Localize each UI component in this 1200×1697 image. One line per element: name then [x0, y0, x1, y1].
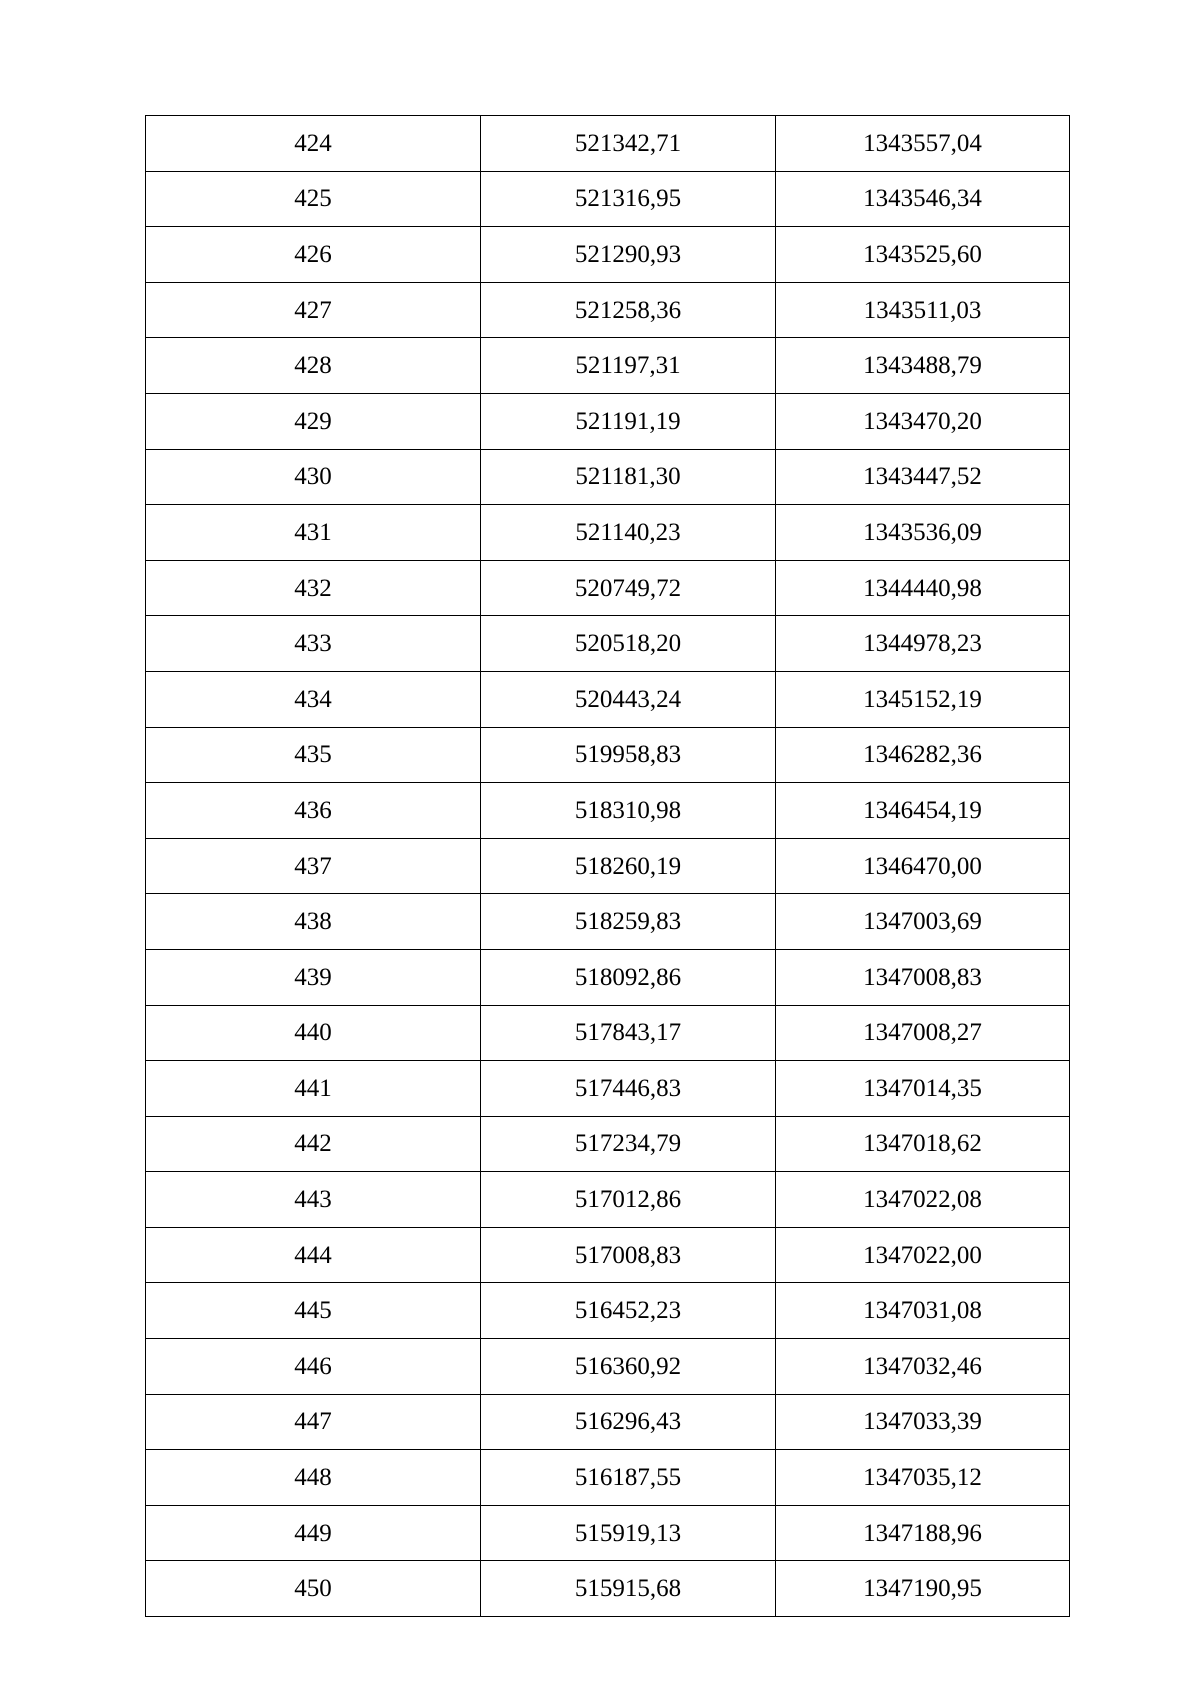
table-row: [146, 1450, 1070, 1506]
x-coordinate-cell: 516452,23: [481, 1283, 776, 1339]
table-row: [146, 449, 1070, 505]
table-row: [146, 1394, 1070, 1450]
table-row: [146, 1505, 1070, 1561]
point-number-cell: 444: [146, 1227, 481, 1283]
x-coordinate-cell: 521181,30: [481, 449, 776, 505]
point-number-cell: 447: [146, 1394, 481, 1450]
table-row: [146, 838, 1070, 894]
y-coordinate-cell: 1343470,20: [776, 393, 1070, 449]
x-coordinate-cell: 517446,83: [481, 1061, 776, 1117]
x-coordinate-cell: 521197,31: [481, 338, 776, 394]
x-coordinate-cell: 521258,36: [481, 282, 776, 338]
point-number-cell: 426: [146, 227, 481, 283]
point-number-cell: 432: [146, 560, 481, 616]
y-coordinate-cell: 1347035,12: [776, 1450, 1070, 1506]
point-number-cell: 440: [146, 1005, 481, 1061]
y-coordinate-cell: 1347022,00: [776, 1227, 1070, 1283]
y-coordinate-cell: 1347031,08: [776, 1283, 1070, 1339]
table-row: [146, 1561, 1070, 1617]
point-number-cell: 438: [146, 894, 481, 950]
table-row: [146, 227, 1070, 283]
point-number-cell: 441: [146, 1061, 481, 1117]
y-coordinate-cell: 1347014,35: [776, 1061, 1070, 1117]
y-coordinate-cell: 1346454,19: [776, 783, 1070, 839]
table-row: [146, 1172, 1070, 1228]
x-coordinate-cell: 518310,98: [481, 783, 776, 839]
y-coordinate-cell: 1343546,34: [776, 171, 1070, 227]
x-coordinate-cell: 516296,43: [481, 1394, 776, 1450]
table-row: [146, 783, 1070, 839]
point-number-cell: 428: [146, 338, 481, 394]
point-number-cell: 442: [146, 1116, 481, 1172]
table-row: [146, 671, 1070, 727]
x-coordinate-cell: 521140,23: [481, 505, 776, 561]
point-number-cell: 450: [146, 1561, 481, 1617]
y-coordinate-cell: 1346282,36: [776, 727, 1070, 783]
x-coordinate-cell: 521191,19: [481, 393, 776, 449]
point-number-cell: 430: [146, 449, 481, 505]
table-row: [146, 338, 1070, 394]
x-coordinate-cell: 517012,86: [481, 1172, 776, 1228]
point-number-cell: 427: [146, 282, 481, 338]
table-row: [146, 1005, 1070, 1061]
x-coordinate-cell: 517008,83: [481, 1227, 776, 1283]
point-number-cell: 445: [146, 1283, 481, 1339]
point-number-cell: 436: [146, 783, 481, 839]
point-number-cell: 425: [146, 171, 481, 227]
x-coordinate-cell: 516187,55: [481, 1450, 776, 1506]
table-row: [146, 1227, 1070, 1283]
table-row: [146, 116, 1070, 172]
y-coordinate-cell: 1343488,79: [776, 338, 1070, 394]
point-number-cell: 446: [146, 1339, 481, 1395]
y-coordinate-cell: 1345152,19: [776, 671, 1070, 727]
x-coordinate-cell: 521342,71: [481, 116, 776, 172]
point-number-cell: 443: [146, 1172, 481, 1228]
point-number-cell: 429: [146, 393, 481, 449]
y-coordinate-cell: 1347033,39: [776, 1394, 1070, 1450]
table-row: [146, 505, 1070, 561]
x-coordinate-cell: 519958,83: [481, 727, 776, 783]
table-row: [146, 393, 1070, 449]
x-coordinate-cell: 521316,95: [481, 171, 776, 227]
x-coordinate-cell: 516360,92: [481, 1339, 776, 1395]
table-row: [146, 1116, 1070, 1172]
y-coordinate-cell: 1343557,04: [776, 116, 1070, 172]
x-coordinate-cell: 518260,19: [481, 838, 776, 894]
y-coordinate-cell: 1347018,62: [776, 1116, 1070, 1172]
y-coordinate-cell: 1347008,27: [776, 1005, 1070, 1061]
x-coordinate-cell: 515919,13: [481, 1505, 776, 1561]
y-coordinate-cell: 1344978,23: [776, 616, 1070, 672]
y-coordinate-cell: 1347190,95: [776, 1561, 1070, 1617]
coordinates-table-body: [146, 116, 1070, 1617]
x-coordinate-cell: 518092,86: [481, 949, 776, 1005]
x-coordinate-cell: 520518,20: [481, 616, 776, 672]
table-row: [146, 1283, 1070, 1339]
y-coordinate-cell: 1343511,03: [776, 282, 1070, 338]
x-coordinate-cell: 520749,72: [481, 560, 776, 616]
point-number-cell: 424: [146, 116, 481, 172]
table-row: [146, 1061, 1070, 1117]
x-coordinate-cell: 515915,68: [481, 1561, 776, 1617]
point-number-cell: 433: [146, 616, 481, 672]
point-number-cell: 437: [146, 838, 481, 894]
y-coordinate-cell: 1343525,60: [776, 227, 1070, 283]
x-coordinate-cell: 520443,24: [481, 671, 776, 727]
table-row: [146, 171, 1070, 227]
y-coordinate-cell: 1347008,83: [776, 949, 1070, 1005]
point-number-cell: 435: [146, 727, 481, 783]
y-coordinate-cell: 1347022,08: [776, 1172, 1070, 1228]
x-coordinate-cell: 518259,83: [481, 894, 776, 950]
point-number-cell: 449: [146, 1505, 481, 1561]
table-row: [146, 282, 1070, 338]
table-row: [146, 560, 1070, 616]
y-coordinate-cell: 1343536,09: [776, 505, 1070, 561]
y-coordinate-cell: 1344440,98: [776, 560, 1070, 616]
x-coordinate-cell: 517234,79: [481, 1116, 776, 1172]
y-coordinate-cell: 1346470,00: [776, 838, 1070, 894]
point-number-cell: 431: [146, 505, 481, 561]
table-row: [146, 894, 1070, 950]
y-coordinate-cell: 1343447,52: [776, 449, 1070, 505]
coordinates-table: [145, 115, 1070, 1617]
point-number-cell: 439: [146, 949, 481, 1005]
table-row: [146, 949, 1070, 1005]
point-number-cell: 448: [146, 1450, 481, 1506]
table-row: [146, 727, 1070, 783]
table-row: [146, 1339, 1070, 1395]
x-coordinate-cell: 521290,93: [481, 227, 776, 283]
y-coordinate-cell: 1347188,96: [776, 1505, 1070, 1561]
y-coordinate-cell: 1347003,69: [776, 894, 1070, 950]
point-number-cell: 434: [146, 671, 481, 727]
x-coordinate-cell: 517843,17: [481, 1005, 776, 1061]
table-row: [146, 616, 1070, 672]
y-coordinate-cell: 1347032,46: [776, 1339, 1070, 1395]
